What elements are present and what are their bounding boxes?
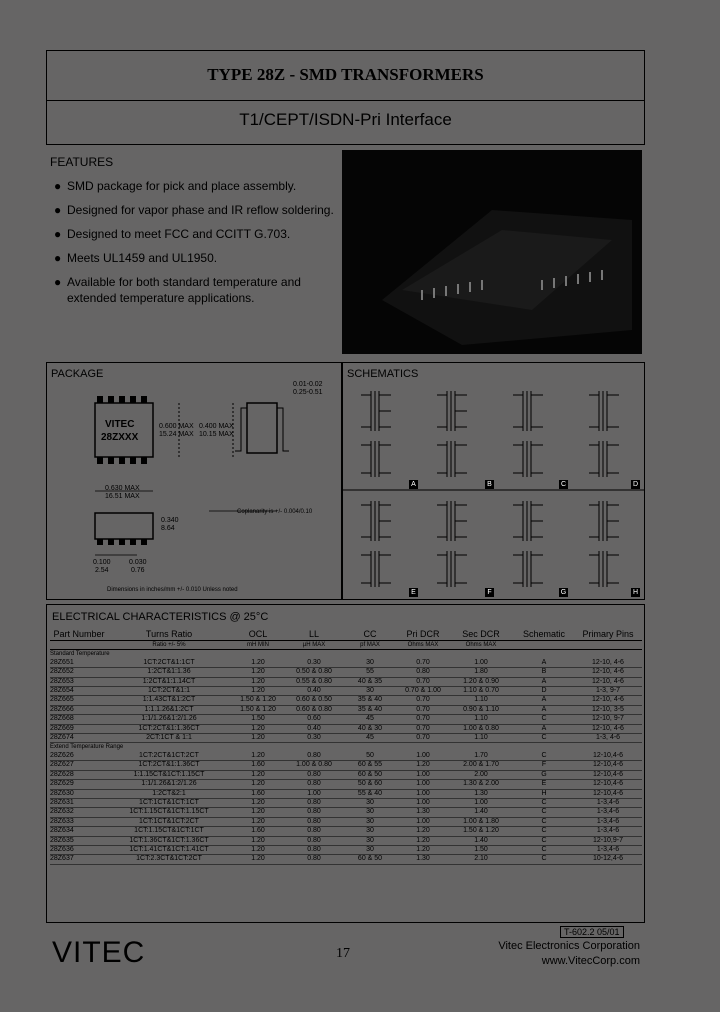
- table-cell: 0.70 & 1.00: [398, 687, 448, 696]
- table-cell: 30: [342, 817, 398, 826]
- table-row: [50, 798, 642, 807]
- table-cell: 0.70: [398, 659, 448, 668]
- table-cell: 1CT:2CT&1:1CT: [108, 659, 230, 668]
- table-cell: 12-10, 4-6: [574, 677, 642, 686]
- table-cell: C: [514, 808, 574, 817]
- table-cell: 1.00: [448, 798, 514, 807]
- table-row: [50, 668, 642, 677]
- group-extended: Extend Temperature Range: [50, 744, 124, 751]
- table-cell: 1.20: [230, 780, 286, 789]
- table-cell: 1:1.43CT&1:2CT: [108, 696, 230, 705]
- table-cell: 0.80: [286, 855, 342, 864]
- features-list: [54, 178, 339, 314]
- table-cell: 50 & 60: [342, 780, 398, 789]
- schematics-section: [342, 362, 645, 600]
- table-cell: 0.60 & 0.80: [286, 705, 342, 714]
- table-cell: 0.80: [286, 780, 342, 789]
- table-cell: 1.20: [230, 845, 286, 854]
- sub-pri: Ohms MAX: [398, 641, 448, 650]
- dim-height: 0.600 MAX 15.24 MAX: [159, 423, 194, 438]
- table-cell: 28Z632: [50, 808, 108, 817]
- table-cell: 1.20: [230, 770, 286, 779]
- table-cell: G: [514, 770, 574, 779]
- table-cell: 28Z654: [50, 687, 108, 696]
- table-cell: 1.00: [448, 659, 514, 668]
- table-cell: 1.20: [230, 798, 286, 807]
- website-link[interactable]: www.VitecCorp.com: [541, 955, 640, 967]
- table-cell: 30: [342, 687, 398, 696]
- table-cell: 1CT:2CT&1:1.36CT: [108, 724, 230, 733]
- table-cell: 45: [342, 715, 398, 724]
- table-cell: 1.20: [230, 677, 286, 686]
- table-cell: 28Z636: [50, 845, 108, 854]
- table-cell: 1:2CT&1:1.14CT: [108, 677, 230, 686]
- col-sec-dcr: Sec DCR: [448, 628, 514, 641]
- table-cell: C: [514, 855, 574, 864]
- table-cell: 1CT:1.41CT&1CT:1.41CT: [108, 845, 230, 854]
- table-cell: 0.70: [398, 696, 448, 705]
- col-primary-pins: Primary Pins: [574, 628, 642, 641]
- table-row: [50, 724, 642, 733]
- table-cell: 1.10: [448, 696, 514, 705]
- col-schematic: Schematic: [514, 628, 574, 641]
- table-cell: 0.70: [398, 724, 448, 733]
- table-cell: 12-10, 4-6: [574, 668, 642, 677]
- table-cell: 1.60: [230, 789, 286, 798]
- table-cell: C: [514, 798, 574, 807]
- table-row: [50, 677, 642, 686]
- package-section: [46, 362, 342, 600]
- table-cell: 12-10, 9-7: [574, 715, 642, 724]
- table-row: [50, 789, 642, 798]
- table-cell: 1CT:2.3CT&1CT:2CT: [108, 855, 230, 864]
- table-row: [50, 696, 642, 705]
- col-part: Part Number: [50, 628, 108, 641]
- table-cell: 1.20: [398, 827, 448, 836]
- table-cell: 10-12,4-6: [574, 855, 642, 864]
- table-cell: 1-3,4-6: [574, 845, 642, 854]
- company-name: Vitec Electronics Corporation: [498, 940, 640, 952]
- table-cell: 30: [342, 659, 398, 668]
- table-cell: 1:2CT&2:1: [108, 789, 230, 798]
- table-cell: 0.60 & 0.50: [286, 696, 342, 705]
- table-cell: 2CT:1CT & 1:1: [108, 734, 230, 743]
- table-cell: 1CT:2CT&1CT:2CT: [108, 752, 230, 761]
- table-row: [50, 855, 642, 864]
- table-cell: 28Z627: [50, 761, 108, 770]
- table-cell: 28Z668: [50, 715, 108, 724]
- table-cell: B: [514, 668, 574, 677]
- table-cell: 12-10,9-7: [574, 836, 642, 845]
- table-cell: 0.80: [286, 827, 342, 836]
- table-cell: 0.70: [398, 705, 448, 714]
- table-cell: 30: [342, 827, 398, 836]
- table-cell: 1.50: [230, 715, 286, 724]
- table-cell: 1CT:1CT&1CT:2CT: [108, 817, 230, 826]
- table-body-extended: [50, 743, 642, 864]
- table-cell: 0.50 & 0.80: [286, 668, 342, 677]
- table-cell: 1.40: [448, 808, 514, 817]
- dim-side: 0.400 MAX 10.15 MAX: [199, 423, 234, 438]
- table-cell: 28Z628: [50, 770, 108, 779]
- table-cell: 1.80: [448, 668, 514, 677]
- product-photo: [342, 150, 642, 354]
- table-cell: E: [514, 780, 574, 789]
- table-cell: 1.00: [286, 789, 342, 798]
- package-drawing: [47, 363, 341, 599]
- dim-body: 0.340 8.64: [161, 517, 179, 532]
- table-cell: 12-10,4-6: [574, 752, 642, 761]
- table-cell: 1.00: [398, 789, 448, 798]
- document-id: T-602.2 05/01: [560, 926, 624, 938]
- table-cell: 1.20: [230, 855, 286, 864]
- table-row: [50, 770, 642, 779]
- table-cell: 1:2CT&1:1.36: [108, 668, 230, 677]
- table-cell: 1.00 & 0.80: [286, 761, 342, 770]
- table-cell: 12-10, 3-5: [574, 705, 642, 714]
- table-cell: 28Z651: [50, 659, 108, 668]
- table-cell: 1.20: [230, 817, 286, 826]
- features-heading: FEATURES: [50, 155, 114, 169]
- group-standard: Standard Temperature: [50, 651, 110, 658]
- table-cell: A: [514, 659, 574, 668]
- table-cell: 55: [342, 668, 398, 677]
- feature-item: ● Designed for vapor phase and IR reflow soldering.: [54, 203, 334, 217]
- table-cell: 1.00: [398, 752, 448, 761]
- table-cell: 1-3,4-6: [574, 808, 642, 817]
- table-cell: 60 & 55: [342, 761, 398, 770]
- table-cell: 0.70: [398, 677, 448, 686]
- table-cell: 2.10: [448, 855, 514, 864]
- table-cell: 0.70: [398, 715, 448, 724]
- table-cell: 1.60: [230, 827, 286, 836]
- table-cell: F: [514, 761, 574, 770]
- table-cell: 0.90 & 1.10: [448, 705, 514, 714]
- table-cell: 1.20: [230, 668, 286, 677]
- table-cell: 0.80: [286, 808, 342, 817]
- table-cell: 1.30: [398, 855, 448, 864]
- table-cell: 0.80: [398, 668, 448, 677]
- schematic-label: E: [409, 588, 418, 597]
- table-row: [50, 705, 642, 714]
- table-row: [50, 808, 642, 817]
- electrical-table: [50, 628, 642, 865]
- schematic-label: A: [409, 480, 418, 489]
- dim-lead: 0.01-0.02 0.25-0.51: [293, 381, 323, 396]
- table-row: [50, 836, 642, 845]
- feature-item: ● SMD package for pick and place assembly.: [54, 179, 297, 193]
- schematics-heading: SCHEMATICS: [347, 368, 419, 380]
- table-cell: 1.00: [398, 770, 448, 779]
- table-cell: 1:1/1.26&1:2/1.26: [108, 780, 230, 789]
- table-cell: 1.00: [398, 817, 448, 826]
- transformer-photo-image: [342, 150, 642, 354]
- table-cell: 1.50 & 1.20: [230, 696, 286, 705]
- vitec-logo: VITEC: [52, 936, 146, 969]
- table-cell: 1.20: [230, 734, 286, 743]
- table-cell: 12-10,4-6: [574, 789, 642, 798]
- table-row: [50, 687, 642, 696]
- table-cell: D: [514, 687, 574, 696]
- dim-lead-width: 0.030 0.76: [129, 559, 147, 574]
- table-cell: 50: [342, 752, 398, 761]
- table-cell: 0.30: [286, 659, 342, 668]
- table-cell: C: [514, 845, 574, 854]
- table-cell: 1.50 & 1.20: [230, 705, 286, 714]
- table-cell: 28Z653: [50, 677, 108, 686]
- table-cell: 1.20: [398, 836, 448, 845]
- sub-sec: Ohms MAX: [448, 641, 514, 650]
- table-cell: 30: [342, 808, 398, 817]
- table-cell: 1.30: [448, 789, 514, 798]
- table-cell: 28Z633: [50, 817, 108, 826]
- table-cell: 0.30: [286, 734, 342, 743]
- table-cell: 1.00 & 0.80: [448, 724, 514, 733]
- table-cell: C: [514, 827, 574, 836]
- electrical-heading: ELECTRICAL CHARACTERISTICS @ 25°C: [52, 611, 269, 623]
- schematic-label: C: [560, 481, 567, 488]
- table-cell: 40 & 35: [342, 677, 398, 686]
- table-cell: 0.80: [286, 752, 342, 761]
- table-cell: 40 & 30: [342, 724, 398, 733]
- table-cell: 28Z669: [50, 724, 108, 733]
- schematic-label: F: [485, 588, 494, 597]
- table-cell: 1CT:2CT&1:1.36CT: [108, 761, 230, 770]
- table-cell: 1.20: [230, 808, 286, 817]
- table-cell: 1.30: [398, 808, 448, 817]
- table-cell: 1.00: [398, 798, 448, 807]
- schematic-label: H: [632, 589, 639, 596]
- table-cell: A: [514, 705, 574, 714]
- table-cell: A: [514, 677, 574, 686]
- chip-part: 28ZXXX: [101, 432, 139, 443]
- table-cell: 1.20: [230, 687, 286, 696]
- table-cell: 0.80: [286, 798, 342, 807]
- table-cell: C: [514, 734, 574, 743]
- table-row: [50, 780, 642, 789]
- col-pri-dcr: Pri DCR: [398, 628, 448, 641]
- table-cell: 1.10: [448, 734, 514, 743]
- table-cell: 1.20: [230, 752, 286, 761]
- table-cell: 28Z635: [50, 836, 108, 845]
- table-cell: 28Z637: [50, 855, 108, 864]
- table-cell: C: [514, 715, 574, 724]
- table-cell: 1-3,4-6: [574, 827, 642, 836]
- table-cell: 0.40: [286, 687, 342, 696]
- table-cell: 30: [342, 836, 398, 845]
- table-cell: 12-10,4-6: [574, 761, 642, 770]
- page-subtitle: T1/CEPT/ISDN-Pri Interface: [239, 110, 452, 129]
- table-body-standard: [50, 650, 642, 743]
- table-cell: 60 & 50: [342, 855, 398, 864]
- coplanarity-note: Coplanarity is +/- 0.004/0.10: [237, 509, 313, 515]
- table-cell: 12-10,4-6: [574, 770, 642, 779]
- table-cell: 1.00: [398, 780, 448, 789]
- dim-width: 0.630 MAX 16.51 MAX: [105, 485, 140, 500]
- table-cell: 28Z634: [50, 827, 108, 836]
- table-cell: 12-10,4-6: [574, 780, 642, 789]
- schematic-label: D: [632, 481, 639, 488]
- chip-brand: VITEC: [105, 419, 135, 430]
- title-box: [46, 50, 645, 101]
- sub-ocl: mH MIN: [230, 641, 286, 650]
- schematic-label: G: [560, 589, 567, 596]
- table-cell: 0.60: [286, 715, 342, 724]
- table-cell: 1-3,4-6: [574, 798, 642, 807]
- table-cell: 1.50: [448, 845, 514, 854]
- table-cell: 0.55 & 0.80: [286, 677, 342, 686]
- table-cell: 1.50 & 1.20: [448, 827, 514, 836]
- table-cell: 1CT:1CT&1CT:1CT: [108, 798, 230, 807]
- table-row: [50, 659, 642, 668]
- table-cell: 1.10 & 0.70: [448, 687, 514, 696]
- table-cell: 35 & 40: [342, 705, 398, 714]
- table-row: [50, 715, 642, 724]
- table-cell: 0.70: [398, 734, 448, 743]
- table-cell: 45: [342, 734, 398, 743]
- feature-item: ● Meets UL1459 and UL1950.: [54, 251, 218, 265]
- table-cell: 30: [342, 845, 398, 854]
- table-cell: 1.60: [230, 761, 286, 770]
- feature-item: ● Designed to meet FCC and CCITT G.703.: [54, 227, 291, 241]
- table-cell: 1.20: [230, 836, 286, 845]
- table-cell: 0.80: [286, 770, 342, 779]
- table-cell: 2.00 & 1.70: [448, 761, 514, 770]
- table-cell: 1.40: [448, 836, 514, 845]
- table-cell: 28Z665: [50, 696, 108, 705]
- table-row: [50, 845, 642, 854]
- table-cell: 28Z652: [50, 668, 108, 677]
- table-cell: 12-10, 4-6: [574, 724, 642, 733]
- package-heading: PACKAGE: [51, 368, 104, 380]
- table-cell: 30: [342, 798, 398, 807]
- col-cc: CC: [342, 628, 398, 641]
- table-cell: 28Z674: [50, 734, 108, 743]
- table-cell: 28Z666: [50, 705, 108, 714]
- sub-cc: pf MAX: [342, 641, 398, 650]
- sub-turns: Ratio +/- 5%: [108, 641, 230, 650]
- table-cell: C: [514, 752, 574, 761]
- table-cell: 1.00 & 1.80: [448, 817, 514, 826]
- table-cell: 1CT:1.15CT&1CT:1CT: [108, 827, 230, 836]
- table-cell: 12-10, 4-6: [574, 696, 642, 705]
- table-row: [50, 817, 642, 826]
- table-header-row: [50, 628, 642, 641]
- table-cell: 1.30 & 2.00: [448, 780, 514, 789]
- table-cell: 1:1.1.26&1:2CT: [108, 705, 230, 714]
- table-cell: 1.20: [230, 659, 286, 668]
- table-cell: 28Z629: [50, 780, 108, 789]
- table-cell: 1CT:1.15CT&1CT:1.15CT: [108, 808, 230, 817]
- table-cell: A: [514, 724, 574, 733]
- table-cell: 1.70: [448, 752, 514, 761]
- table-cell: C: [514, 836, 574, 845]
- table-cell: 12-10, 4-6: [574, 659, 642, 668]
- table-cell: 35 & 40: [342, 696, 398, 705]
- table-cell: 1:1.15CT&1CT:1.15CT: [108, 770, 230, 779]
- table-cell: 1.20: [398, 845, 448, 854]
- feature-item: ● Available for both standard temperature and extended temperature applications.: [54, 275, 301, 305]
- subtitle-box: [46, 98, 645, 145]
- table-row: [50, 734, 642, 743]
- table-row: [50, 827, 642, 836]
- table-cell: 1.20 & 0.90: [448, 677, 514, 686]
- table-cell: 1:1/1.26&1:2/1.26: [108, 715, 230, 724]
- col-turns: Turns Ratio: [108, 628, 230, 641]
- table-cell: 1CT:1.36CT&1CT:1.36CT: [108, 836, 230, 845]
- table-cell: 0.80: [286, 845, 342, 854]
- table-cell: 0.80: [286, 836, 342, 845]
- table-cell: A: [514, 696, 574, 705]
- table-cell: 1-3, 4-6: [574, 734, 642, 743]
- col-ll: LL: [286, 628, 342, 641]
- table-cell: 60 & 50: [342, 770, 398, 779]
- table-cell: C: [514, 817, 574, 826]
- table-cell: 1-3, 9-7: [574, 687, 642, 696]
- table-cell: 28Z626: [50, 752, 108, 761]
- table-cell: 1.10: [448, 715, 514, 724]
- table-cell: 0.80: [286, 817, 342, 826]
- table-cell: 2.00: [448, 770, 514, 779]
- sub-ll: µH MAX: [286, 641, 342, 650]
- table-cell: 1.20: [398, 761, 448, 770]
- table-subheader-row: [50, 641, 642, 650]
- col-ocl: OCL: [230, 628, 286, 641]
- table-cell: 1.20: [230, 724, 286, 733]
- schematic-label: B: [485, 480, 494, 489]
- table-row: [50, 761, 642, 770]
- page-number: 17: [336, 946, 350, 961]
- table-cell: 0.40: [286, 724, 342, 733]
- table-cell: H: [514, 789, 574, 798]
- table-row: [50, 752, 642, 761]
- dimensions-note: Dimensions in inches/mm +/- 0.010 Unless noted: [107, 587, 238, 593]
- table-cell: 1-3,4-6: [574, 817, 642, 826]
- dim-pitch: 0.100 2.54: [93, 559, 111, 574]
- table-cell: 1CT:2CT&1:1: [108, 687, 230, 696]
- table-cell: 28Z630: [50, 789, 108, 798]
- page-title: TYPE 28Z - SMD TRANSFORMERS: [207, 65, 484, 84]
- table-cell: 28Z631: [50, 798, 108, 807]
- table-cell: 55 & 40: [342, 789, 398, 798]
